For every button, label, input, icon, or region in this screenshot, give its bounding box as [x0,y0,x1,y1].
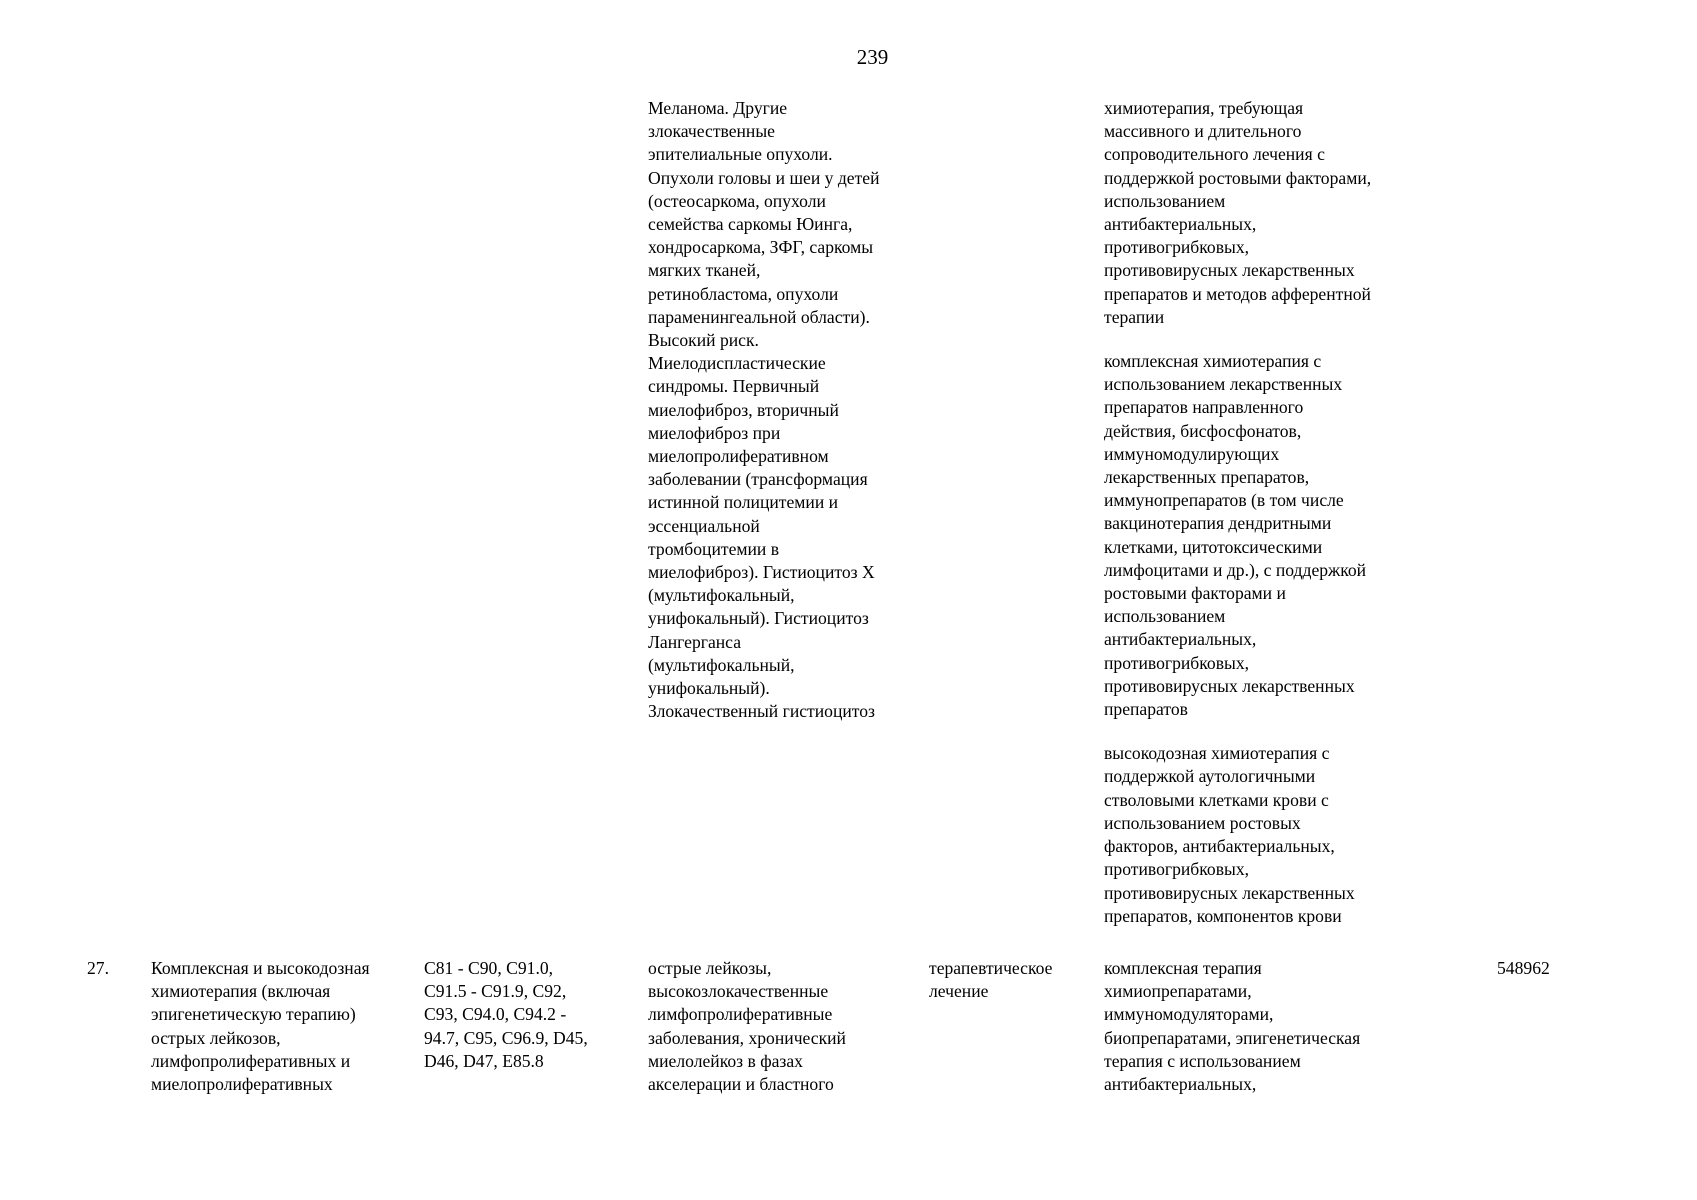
text-line: химиопрепаратами, [1104,981,1252,1002]
text-line: использованием лекарственных [1104,374,1343,395]
text-line: C81 - C90, C91.0, [424,958,554,978]
text-line: Опухоли головы и шеи у детей [648,167,880,188]
text-line: тромбоцитемии в [648,538,780,559]
text-line: лимфопролиферативных и [151,1050,351,1071]
text-line: лимфопролиферативные [648,1004,833,1025]
text-line: сопроводительного лечения с [1104,144,1325,165]
text-line: препаратов направленного [1104,397,1304,418]
text-line: акселерации и бластного [648,1074,834,1095]
text-line: миелопролиферативных [151,1074,333,1095]
text-line: ростовыми факторами и [1104,583,1286,604]
care-type-name-cell [151,957,370,1096]
text-line: действия, бисфосфонатов, [1104,420,1302,441]
text-line: Миелодиспластические [648,353,826,374]
text-line: лимфоцитами и др.), с поддержкой [1104,559,1367,580]
text-line: поддержкой ростовыми факторами, [1104,167,1372,188]
text-line: острых лейкозов, [151,1027,281,1048]
text-line: ретинобластома, опухоли [648,283,839,304]
text-line: лечение [929,981,989,1002]
text-line: миелофиброз, вторичный [648,399,839,420]
text-line: унифокальный). Гистиоцитоз [648,608,869,629]
text-line: использованием [1104,190,1226,211]
text-line: химиотерапия, требующая [1104,98,1304,118]
text-line: Комплексная и высокодозная [151,958,370,978]
method-paragraph [1104,97,1371,329]
text-line: противогрибковых, [1104,237,1250,258]
page-number: 239 [856,45,889,69]
text-line: заболевании (трансформация [648,469,868,490]
text-line: терапия с использованием [1104,1050,1301,1071]
text-line: вакцинотерапия дендритными [1104,513,1332,534]
text-line: клетками, цитотоксическими [1104,536,1323,557]
text-line: массивного и длительного [1104,121,1302,142]
text-line: биопрепаратами, эпигенетическая [1104,1027,1361,1048]
text-line: эссенциальной [648,515,760,536]
text-line: иммунопрепаратов (в том числе [1104,490,1344,511]
text-line: противовирусных лекарственных [1104,882,1355,903]
text-line: миелопролиферативном [648,446,829,467]
text-line: противовирусных лекарственных [1104,675,1355,696]
text-line: стволовыми клетками крови с [1104,789,1329,810]
text-line: препаратов [1104,699,1188,720]
text-line: мягких тканей, [648,260,761,281]
text-line: злокачественные [648,121,775,142]
text-line: терапевтическое [929,958,1053,978]
text-line: C93, C94.0, C94.2 - [424,1004,567,1025]
text-line: D46, D47, E85.8 [424,1050,544,1071]
continuation-diagnosis-cell [648,97,880,723]
text-line: хондросаркома, ЗФГ, саркомы [648,237,874,258]
diagnosis-cell [648,957,846,1096]
text-line: иммуномодуляторами, [1104,1004,1274,1025]
text-line: параменингеальной области). [648,306,870,327]
text-line: высокодозная химиотерапия с [1104,743,1330,764]
text-line: противогрибковых, [1104,859,1250,880]
text-line: Высокий риск. [648,330,759,351]
treatment-type-cell [929,957,1052,1003]
text-line: 94.7, C95, C96.9, D45, [424,1027,588,1048]
text-line: синдромы. Первичный [648,376,820,397]
text-line: антибактериальных, [1104,214,1257,235]
text-line: Меланома. Другие [648,98,788,118]
text-line: использованием ростовых [1104,812,1301,833]
method-paragraph [1104,742,1371,928]
text-line: химиотерапия (включая [151,981,331,1002]
icd-codes-cell [424,957,588,1073]
method-paragraph [1104,350,1371,721]
text-line: истинной полицитемии и [648,492,839,513]
text-line: высокозлокачественные [648,981,829,1002]
continuation-methods-cell [1104,97,1371,928]
text-line: антибактериальных, [1104,629,1257,650]
text-line: C91.5 - C91.9, C92, [424,981,567,1002]
price-cell: 548962 [1497,958,1550,978]
text-line: унифокальный). [648,678,770,699]
text-line: препаратов и методов афферентной [1104,283,1371,304]
text-line: Злокачественный гистиоцитоз [648,701,875,722]
text-line: поддержкой аутологичными [1104,766,1316,787]
text-line: факторов, антибактериальных, [1104,836,1335,857]
text-line: эпигенетическую терапию) [151,1004,356,1025]
treatment-method-cell [1104,957,1360,1096]
text-line: (мультифокальный, [648,654,795,675]
text-line: антибактериальных, [1104,1074,1257,1095]
text-line: Лангерганса [648,631,742,652]
text-line: миелолейкоз в фазах [648,1050,803,1071]
row-number: 27. [87,958,109,978]
text-line: (остеосаркома, опухоли [648,190,826,211]
text-line: комплексная химиотерапия с [1104,351,1322,372]
text-line: противогрибковых, [1104,652,1250,673]
text-line: острые лейкозы, [648,958,772,978]
text-line: комплексная терапия [1104,958,1262,978]
text-line: семейства саркомы Юинга, [648,214,853,235]
text-line: миелофиброз). Гистиоцитоз X [648,562,875,583]
text-line: эпителиальные опухоли. [648,144,833,165]
text-line: миелофиброз при [648,422,781,443]
text-line: терапии [1104,306,1165,327]
text-line: заболевания, хронический [648,1027,846,1048]
text-line: лекарственных препаратов, [1104,467,1310,488]
text-line: использованием [1104,606,1226,627]
text-line: (мультифокальный, [648,585,795,606]
text-line: иммуномодулирующих [1104,443,1280,464]
text-line: препаратов, компонентов крови [1104,905,1342,926]
text-line: противовирусных лекарственных [1104,260,1355,281]
